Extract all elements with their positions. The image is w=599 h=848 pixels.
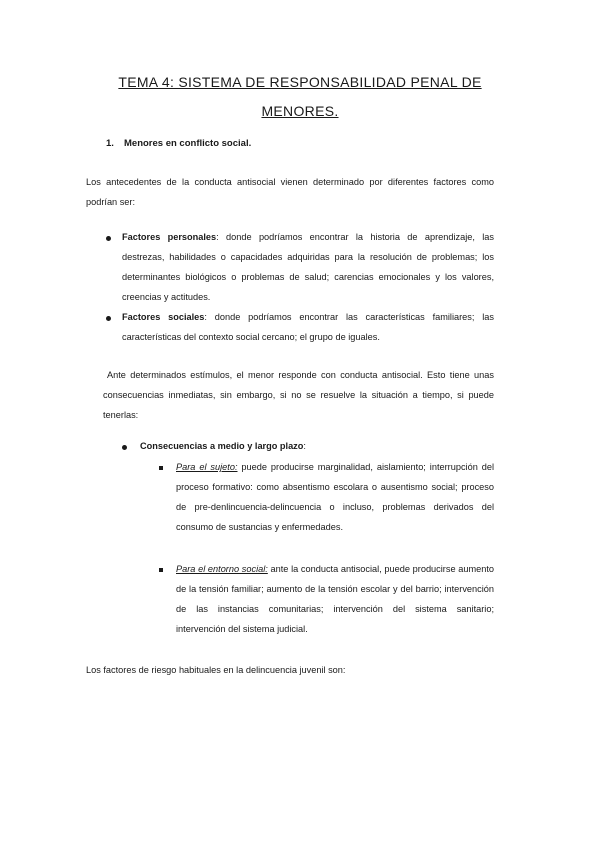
square-bullet <box>159 568 163 572</box>
section-heading <box>106 138 251 149</box>
factor-social-text: : donde podríamos encontrar las características familiares; las características del contexto social cercano; el grupo de iguales. <box>122 312 494 342</box>
intro-paragraph: Los antecedentes de la conducta antisocial vienen determinado por diferentes factores como podrían ser: <box>86 177 494 207</box>
factor-personal-text: : donde podríamos encontrar la historia de aprendizaje, las destrezas, habilidades o capacidades adquiridas para la resolución de problemas; los determinantes biológicos o problemas de salud; carencias emocionales y los valores, creencias y actitudes. <box>122 232 494 302</box>
page-title-line-1: TEMA 4: SISTEMA DE RESPONSABILIDAD PENAL DE <box>118 74 482 90</box>
consequence-subject <box>176 457 494 537</box>
consequence-environment-label: Para el entorno social: <box>176 564 268 574</box>
stimulus-paragraph: Ante determinados estímulos, el menor responde con conducta antisocial. Esto tiene unas consecuencias inmediatas, sin embargo, si no se resuelve la situación a tiempo, si puede tenerlas: <box>103 370 494 420</box>
consequences-heading <box>140 436 494 456</box>
bullet-dot <box>106 236 111 241</box>
consequences-colon: : <box>303 441 306 451</box>
factor-personal <box>122 227 494 307</box>
bullet-dot <box>122 445 127 450</box>
consequence-subject-text: puede producirse marginalidad, aislamiento; interrupción del proceso formativo: como absentismo escolara o ausentismo social; proceso de pre-denlincuencia-delincuencia o incluso, problemas derivados del consumo de sustancias y enfermedades. <box>176 462 494 532</box>
factor-social-label: Factores sociales <box>122 312 205 322</box>
page-title-line-2: MENORES. <box>261 103 339 119</box>
square-bullet <box>159 466 163 470</box>
consequence-environment <box>176 559 494 639</box>
section-number: 1. <box>106 138 114 149</box>
consequences-label: Consecuencias a medio y largo plazo <box>140 441 304 451</box>
bullet-dot <box>106 316 111 321</box>
consequence-subject-label: Para el sujeto: <box>176 462 238 472</box>
factor-personal-label: Factores personales <box>122 232 217 242</box>
factor-social <box>122 307 494 347</box>
risk-factors-intro: Los factores de riesgo habituales en la delincuencia juvenil son: <box>86 665 346 675</box>
consequence-environment-text: ante la conducta antisocial, puede producirse aumento de la tensión familiar; aumento de la tensión escolar y del barrio; intervención de las instancias comunitarias; intervención del sistema sanitario; intervención del sistema judicial. <box>176 564 494 634</box>
section-heading-text: Menores en conflicto social. <box>124 138 252 149</box>
